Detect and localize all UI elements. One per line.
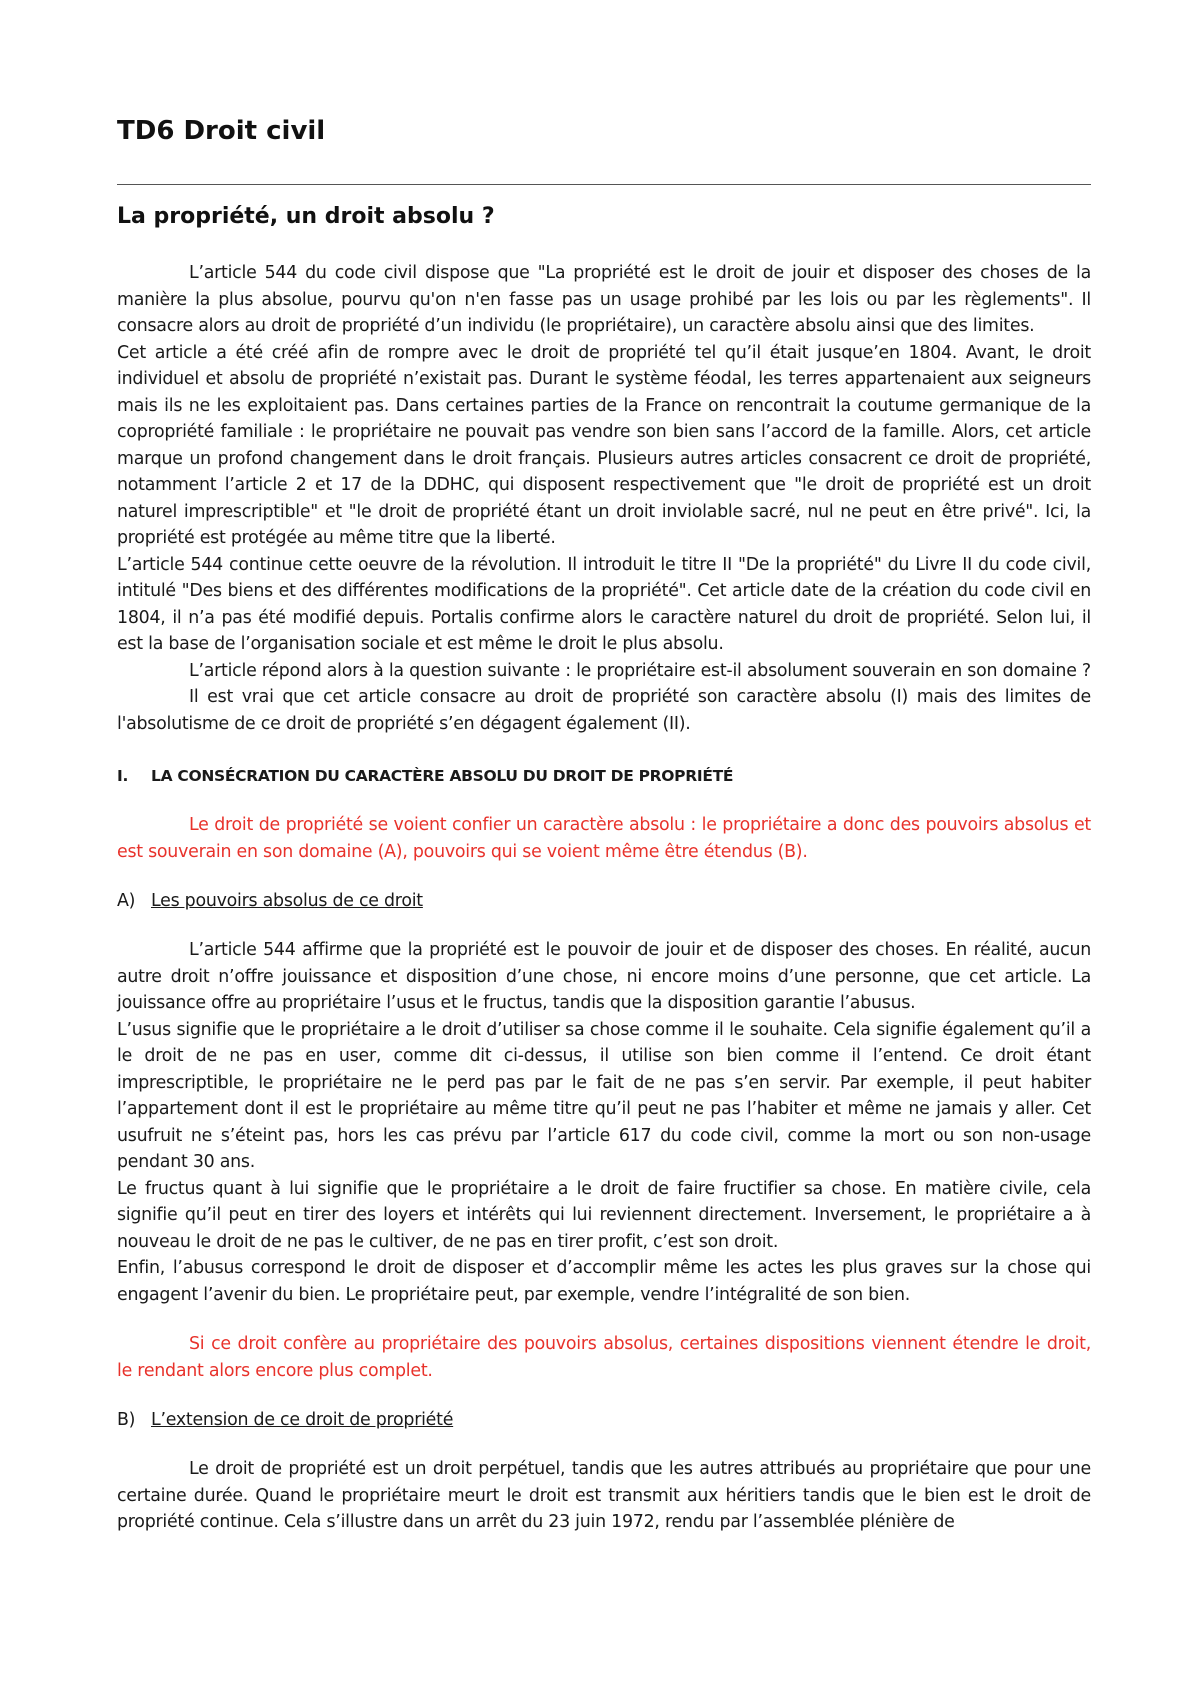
section-number: I. xyxy=(117,767,129,785)
body-paragraph: Enfin, l’abusus correspond le droit de disposer et d’accomplir même les actes les plus graves sur la chose qui engagent l’avenir du bien. Le propriétaire peut, par exemple, vendre l’intégralité de son bien. xyxy=(117,1258,1091,1305)
subsection-title: Les pouvoirs absolus de ce droit xyxy=(151,891,423,911)
transition-paragraph: Si ce droit confère au propriétaire des pouvoirs absolus, certaines dispositions viennent étendre le droit, le rendant alors encore plus complet. xyxy=(117,1334,1091,1381)
subsection-title: L’extension de ce droit de propriété xyxy=(151,1410,454,1430)
intro-paragraph: L’article 544 du code civil dispose que "La propriété est le droit de jouir et disposer des choses de la manière la plus absolue, pourvu qu'on n'en fasse pas un usage prohibé par les lois ou par les règlements". Il consacre alors au droit de propriété d’un individu (le propriétaire), un caractère absolu ainsi que des limites. xyxy=(117,263,1091,336)
body-paragraph: Le fructus quant à lui signifie que le propriétaire a le droit de faire fructifier sa chose. En matière civile, cela signifie qu’il peut en tirer des loyers et intérêts qui lui reviennent directement. Inversement, le propriétaire a à nouveau le droit de ne pas le cultiver, de ne pas en tirer profit, c’est son droit. xyxy=(117,1178,1091,1252)
intro-paragraph: Cet article a été créé afin de rompre avec le droit de propriété tel qu’il était jusque’en 1804. Avant, le droit individuel et absolu de propriété n’existait pas. Durant le système féodal, les terres appartenaient aux seigneurs mais ils ne les exploitaient pas. Dans certaines parties de la France on rencontrait la coutume germanique de la copropriété familiale : le propriétaire ne pouvait pas vendre son bien sans l’accord de la famille. Alors, cet article marque un profond changement dans le droit français. Plusieurs autres articles consacrent ce droit de propriété, notamment l’article 2 et 17 de la DDHC, qui disposent respectivement que "le droit de propriété est un droit naturel imprescriptible" et "le droit de propriété étant un droit inviolable sacré, nul ne peut en être privé". Ici, la propriété est protégée au même titre que la liberté. xyxy=(117,342,1091,548)
intro-paragraph: L’article répond alors à la question suivante : le propriétaire est-il absolument souverain en son domaine ? xyxy=(189,660,1091,681)
document-content xyxy=(117,110,1091,1536)
document-title: TD6 Droit civil xyxy=(117,116,326,146)
section-heading xyxy=(117,763,1091,789)
body-paragraph: L’article 544 affirme que la propriété est le pouvoir de jouir et de disposer des choses. En réalité, aucun autre droit n’offre jouissance et disposition d’une chose, ni encore moins d’une personne, que cet article. La jouissance offre au propriétaire l’usus et le fructus, tandis que la disposition garantie l’abusus. xyxy=(117,940,1091,1013)
section-title: LA CONSÉCRATION DU CARACTÈRE ABSOLU DU DROIT DE PROPRIÉTÉ xyxy=(151,767,734,785)
section-chapeau: Le droit de propriété se voient confier un caractère absolu : le propriétaire a donc des pouvoirs absolus et est souverain en son domaine (A), pouvoirs qui se voient même être étendus (B). xyxy=(117,815,1091,862)
body-paragraph: L’usus signifie que le propriétaire a le droit d’utiliser sa chose comme il le souhaite. Cela signifie également qu’il a le droit de ne pas en user, comme dit ci-dessus, il utilise son bien comme il l’entend. Ce droit étant imprescriptible, le propriétaire ne le perd pas par le fait de ne pas s’en servir. Par exemple, il peut habiter l’appartement dont il est le propriétaire au même titre qu’il peut ne pas l’habiter et même ne jamais y aller. Cet usufruit ne s’éteint pas, hors les cas prévu par l’article 617 du code civil, comme la mort ou son non-usage pendant 30 ans. xyxy=(117,1019,1091,1172)
intro-paragraph: L’article 544 continue cette oeuvre de la révolution. Il introduit le titre II "De la propriété" du Livre II du code civil, intitulé "Des biens et des différentes modifications de la propriété". Cet article date de la création du code civil en 1804, il n’a pas été modifié depuis. Portalis confirme alors le caractère naturel du droit de propriété. Selon lui, il est la base de l’organisation sociale et est même le droit le plus absolu. xyxy=(117,554,1091,654)
subsection-heading xyxy=(117,888,1091,914)
body-paragraph: Le droit de propriété est un droit perpétuel, tandis que les autres attribués au propriétaire que pour une certaine durée. Quand le propriétaire meurt le droit est transmit aux héritiers tandis que le bien est le droit de propriété continue. Cela s’illustre dans un arrêt du 23 juin 1972, rendu par l’assemblée plénière de xyxy=(117,1459,1091,1532)
subsection-letter: A) xyxy=(117,891,136,911)
title-divider xyxy=(117,184,1091,185)
intro-paragraph: Il est vrai que cet article consacre au droit de propriété son caractère absolu (I) mais des limites de l'absolutisme de ce droit de propriété s’en dégagent également (II). xyxy=(117,687,1091,734)
document-subtitle: La propriété, un droit absolu ? xyxy=(117,204,495,229)
subsection-letter: B) xyxy=(117,1410,136,1430)
subsection-heading xyxy=(117,1407,1091,1433)
